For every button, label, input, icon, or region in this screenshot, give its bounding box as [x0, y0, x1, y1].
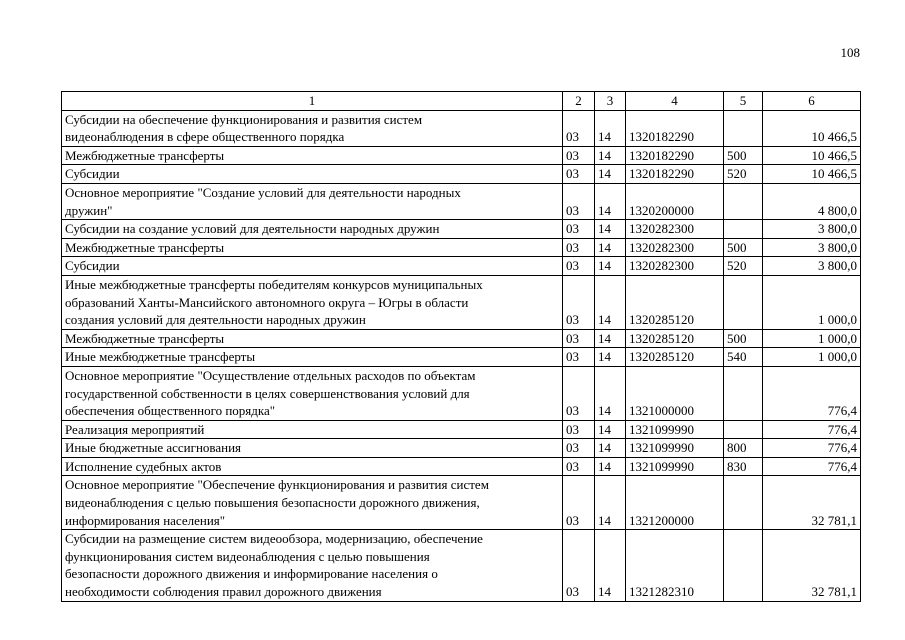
- subsection-code-cell: 14: [595, 220, 626, 239]
- table-row: [62, 420, 861, 439]
- expense-type-cell: 520: [724, 257, 763, 276]
- amount-cell: 4 800,0: [763, 183, 861, 219]
- section-code-cell: 03: [563, 257, 595, 276]
- item-name-cell: [62, 329, 563, 348]
- amount-cell: 1 000,0: [763, 329, 861, 348]
- target-article-cell: 1321282310: [626, 530, 724, 601]
- subsection-code-cell: 14: [595, 420, 626, 439]
- expense-type-cell: 500: [724, 329, 763, 348]
- expense-type-cell: [724, 220, 763, 239]
- header-cell: 5: [724, 92, 763, 111]
- section-code-cell: 03: [563, 146, 595, 165]
- expense-type-cell: [724, 530, 763, 601]
- subsection-code-cell: 14: [595, 348, 626, 367]
- header-cell: 6: [763, 92, 861, 111]
- section-code-cell: 03: [563, 238, 595, 257]
- item-name-cell: [62, 348, 563, 367]
- item-name-line: Субсидии на размещение систем видеообзора, модернизацию, обеспечение: [65, 531, 483, 547]
- expense-type-cell: [724, 420, 763, 439]
- amount-cell: 32 781,1: [763, 476, 861, 530]
- item-name-line: необходимости соблюдения правил дорожного движения: [65, 584, 382, 600]
- table-row: [62, 165, 861, 184]
- target-article-cell: 1320285120: [626, 329, 724, 348]
- target-article-cell: 1320182290: [626, 165, 724, 184]
- item-name-line: информирования населения": [65, 512, 226, 528]
- table-row: [62, 110, 861, 146]
- item-name-cell: [62, 238, 563, 257]
- item-name-line: Субсидии на создание условий для деятельности народных дружин: [65, 221, 440, 237]
- target-article-cell: 1321099990: [626, 457, 724, 476]
- item-name-line: Межбюджетные трансферты: [65, 147, 225, 163]
- subsection-code-cell: 14: [595, 165, 626, 184]
- item-name-cell: [62, 183, 563, 219]
- section-code-cell: 03: [563, 366, 595, 420]
- header-cell: 1: [62, 92, 563, 111]
- expense-type-cell: [724, 183, 763, 219]
- item-name-cell: [62, 457, 563, 476]
- item-name-cell: [62, 275, 563, 329]
- target-article-cell: 1321099990: [626, 420, 724, 439]
- amount-cell: 1 000,0: [763, 348, 861, 367]
- table-row: [62, 439, 861, 458]
- item-name-cell: [62, 165, 563, 184]
- item-name-line: Основное мероприятие "Обеспечение функционирования и развития систем: [65, 477, 489, 493]
- table-row: [62, 329, 861, 348]
- subsection-code-cell: 14: [595, 183, 626, 219]
- item-name-line: Исполнение судебных актов: [65, 458, 222, 474]
- table-row: [62, 530, 861, 601]
- expense-type-cell: [724, 275, 763, 329]
- item-name-line: функционирования систем видеонаблюдения с целью повышения: [65, 548, 430, 564]
- item-name-line: Субсидии: [65, 258, 120, 274]
- item-name-cell: [62, 366, 563, 420]
- item-name-line: Основное мероприятие "Создание условий для деятельности народных: [65, 184, 461, 200]
- section-code-cell: 03: [563, 275, 595, 329]
- expense-type-cell: 500: [724, 238, 763, 257]
- subsection-code-cell: 14: [595, 457, 626, 476]
- table-row: [62, 220, 861, 239]
- item-name-line: Реализация мероприятий: [65, 421, 205, 437]
- table-row: [62, 257, 861, 276]
- section-code-cell: 03: [563, 110, 595, 146]
- expense-type-cell: [724, 366, 763, 420]
- amount-cell: 1 000,0: [763, 275, 861, 329]
- table-row: [62, 183, 861, 219]
- subsection-code-cell: 14: [595, 275, 626, 329]
- item-name-cell: [62, 110, 563, 146]
- item-name-line: Основное мероприятие "Осуществление отдельных расходов по объектам: [65, 367, 476, 383]
- target-article-cell: 1320182290: [626, 146, 724, 165]
- expense-type-cell: 800: [724, 439, 763, 458]
- subsection-code-cell: 14: [595, 366, 626, 420]
- table-row: [62, 146, 861, 165]
- amount-cell: 3 800,0: [763, 220, 861, 239]
- table-row: [62, 476, 861, 530]
- expense-type-cell: 540: [724, 348, 763, 367]
- header-cell: 4: [626, 92, 724, 111]
- amount-cell: 776,4: [763, 366, 861, 420]
- subsection-code-cell: 14: [595, 439, 626, 458]
- amount-cell: 10 466,5: [763, 110, 861, 146]
- amount-cell: 776,4: [763, 457, 861, 476]
- subsection-code-cell: 14: [595, 110, 626, 146]
- header-cell: 3: [595, 92, 626, 111]
- section-code-cell: 03: [563, 457, 595, 476]
- target-article-cell: 1320200000: [626, 183, 724, 219]
- target-article-cell: 1320282300: [626, 220, 724, 239]
- item-name-cell: [62, 257, 563, 276]
- section-code-cell: 03: [563, 329, 595, 348]
- target-article-cell: 1320182290: [626, 110, 724, 146]
- subsection-code-cell: 14: [595, 530, 626, 601]
- item-name-line: образований Ханты-Мансийского автономного округа – Югры в области: [65, 294, 469, 310]
- section-code-cell: 03: [563, 183, 595, 219]
- amount-cell: 10 466,5: [763, 165, 861, 184]
- header-row: [62, 92, 861, 111]
- section-code-cell: 03: [563, 420, 595, 439]
- section-code-cell: 03: [563, 530, 595, 601]
- target-article-cell: 1320282300: [626, 238, 724, 257]
- section-code-cell: 03: [563, 348, 595, 367]
- target-article-cell: 1321000000: [626, 366, 724, 420]
- item-name-line: Субсидии на обеспечение функционирования и развития систем: [65, 111, 423, 127]
- item-name-line: обеспечения общественного порядка": [65, 403, 276, 419]
- item-name-cell: [62, 146, 563, 165]
- target-article-cell: 1321099990: [626, 439, 724, 458]
- amount-cell: 776,4: [763, 439, 861, 458]
- amount-cell: 3 800,0: [763, 257, 861, 276]
- table-row: [62, 366, 861, 420]
- item-name-line: дружин": [65, 202, 113, 218]
- table-row: [62, 238, 861, 257]
- target-article-cell: 1320285120: [626, 348, 724, 367]
- section-code-cell: 03: [563, 220, 595, 239]
- table-row: [62, 275, 861, 329]
- item-name-line: Иные межбюджетные трансферты победителям конкурсов муниципальных: [65, 276, 483, 292]
- amount-cell: 32 781,1: [763, 530, 861, 601]
- item-name-line: государственной собственности в целях совершенствования условий для: [65, 385, 470, 401]
- item-name-line: Иные межбюджетные трансферты: [65, 349, 256, 365]
- amount-cell: 10 466,5: [763, 146, 861, 165]
- target-article-cell: 1321200000: [626, 476, 724, 530]
- expense-type-cell: [724, 110, 763, 146]
- amount-cell: 776,4: [763, 420, 861, 439]
- expense-type-cell: 520: [724, 165, 763, 184]
- section-code-cell: 03: [563, 476, 595, 530]
- item-name-cell: [62, 530, 563, 601]
- table-row: [62, 348, 861, 367]
- item-name-cell: [62, 439, 563, 458]
- item-name-line: видеонаблюдения в сфере общественного порядка: [65, 129, 345, 145]
- section-code-cell: 03: [563, 165, 595, 184]
- subsection-code-cell: 14: [595, 476, 626, 530]
- item-name-line: Иные бюджетные ассигнования: [65, 440, 242, 456]
- amount-cell: 3 800,0: [763, 238, 861, 257]
- section-code-cell: 03: [563, 439, 595, 458]
- item-name-cell: [62, 420, 563, 439]
- item-name-line: Межбюджетные трансферты: [65, 239, 225, 255]
- item-name-line: создания условий для деятельности народных дружин: [65, 312, 366, 328]
- item-name-line: безопасности дорожного движения и информирование населения о: [65, 566, 438, 582]
- expense-type-cell: [724, 476, 763, 530]
- item-name-cell: [62, 220, 563, 239]
- table-body: [62, 110, 861, 601]
- item-name-line: Межбюджетные трансферты: [65, 330, 225, 346]
- item-name-line: видеонаблюдения с целью повышения безопасности дорожного движения,: [65, 495, 480, 511]
- subsection-code-cell: 14: [595, 329, 626, 348]
- item-name-cell: [62, 476, 563, 530]
- page-number: 108: [840, 45, 860, 60]
- target-article-cell: 1320282300: [626, 257, 724, 276]
- expense-type-cell: 830: [724, 457, 763, 476]
- budget-table: [61, 91, 861, 602]
- subsection-code-cell: 14: [595, 238, 626, 257]
- subsection-code-cell: 14: [595, 257, 626, 276]
- expense-type-cell: 500: [724, 146, 763, 165]
- table-row: [62, 457, 861, 476]
- header-cell: 2: [563, 92, 595, 111]
- target-article-cell: 1320285120: [626, 275, 724, 329]
- item-name-line: Субсидии: [65, 166, 120, 182]
- subsection-code-cell: 14: [595, 146, 626, 165]
